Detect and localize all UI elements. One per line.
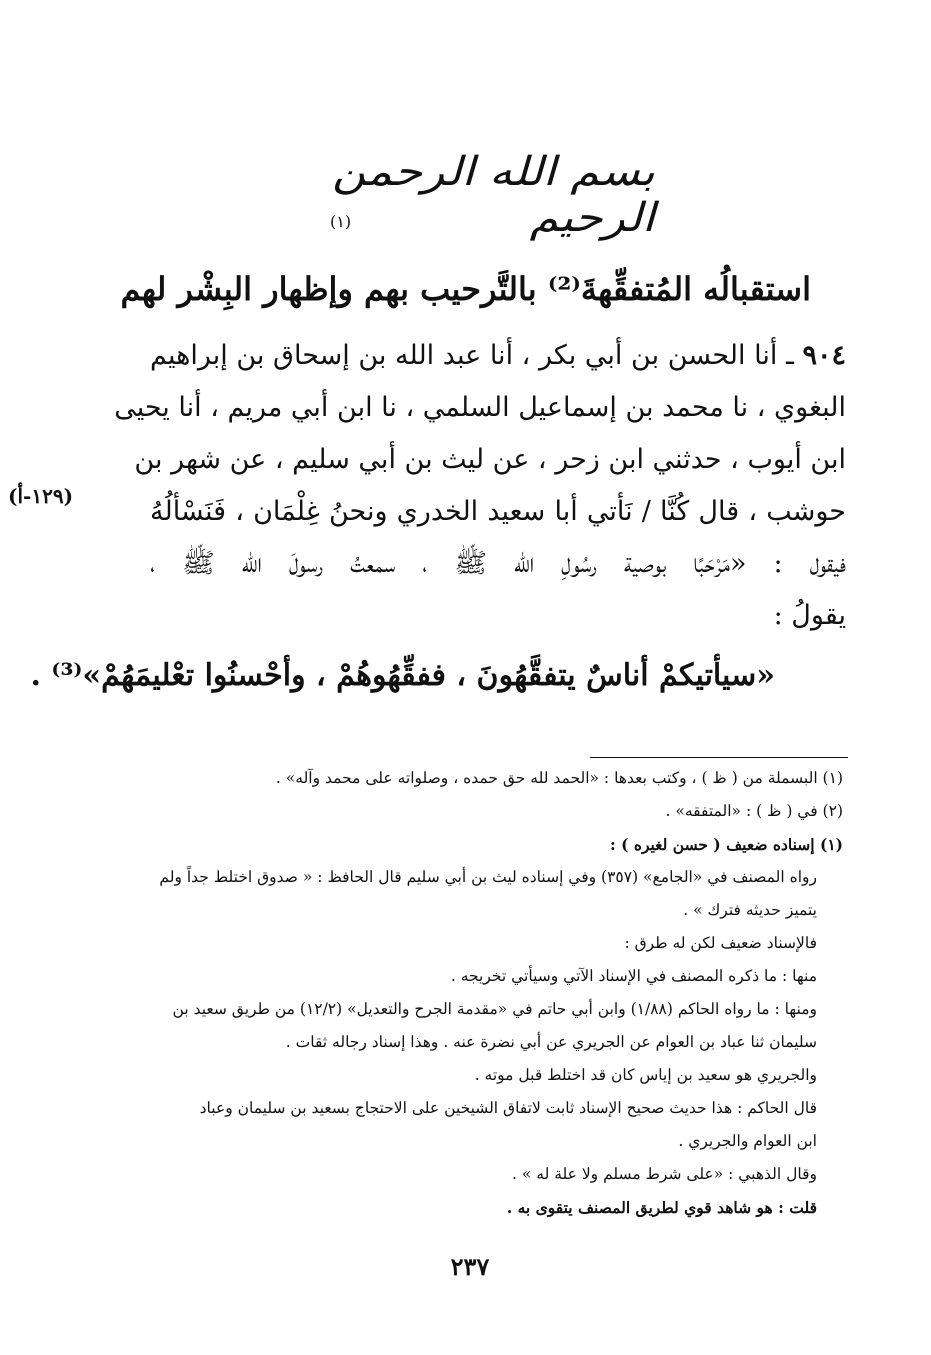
- footnote: والجريري هو سعيد بن إياس كان قد اختلط قبل موته .: [474, 1066, 817, 1084]
- hadith-line-1: [150, 330, 846, 382]
- basmala-footnote-marker: (١): [330, 212, 352, 231]
- hadith-line-6: يقولُ :: [773, 600, 846, 631]
- footnote: (١) إسناده ضعيف ( حسن لغيره ) :: [609, 835, 843, 854]
- footnote: (٢) في ( ظ ) : «المتفقه» .: [665, 802, 843, 820]
- footnote: سليمان ثنا عباد بن العوام عن الجريري عن أبي نضرة عنه . وهذا إسناد رجاله ثقات .: [285, 1033, 817, 1051]
- footnote: ومنها : ما رواه الحاكم (١/٨٨) وابن أبي حاتم في «مقدمة الجرح والتعديل» (١٢/٢) من طريق سعيد بن: [172, 1000, 817, 1018]
- page-number: ٢٣٧: [450, 1252, 490, 1281]
- footnote: ابن العوام والجريري .: [678, 1132, 817, 1150]
- hadith-line-5: فيقول : «مَرْحَبًا بوصية رسُولِ الله ﷺ ، سمعتُ رسولَ الله ﷺ ،: [150, 548, 846, 579]
- hadith-body: [114, 330, 846, 642]
- hadith-quote: «سيأتيكمْ أناسٌ يتفقَّهُونَ ، ففقِّهُوهُمْ ، وأحْسنُوا تعْليمَهُمْ»⁽³⁾ .: [30, 658, 775, 693]
- footnotes: [103, 762, 843, 1224]
- basmala-text: بسم الله الرحمن الرحيم: [332, 149, 655, 241]
- footnote: قلت : هو شاهد قوي لطريق المصنف يتقوى به .: [506, 1198, 817, 1217]
- hadith-line-text: ـ أنا الحسن بن أبي بكر ، أنا عبد الله بن إسحاق بن إبراهيم: [150, 340, 794, 371]
- footnote-divider: [590, 757, 848, 758]
- footnote: وقال الذهبي : «على شرط مسلم ولا علة له » .: [512, 1165, 817, 1183]
- hadith-line-4: حوشب ، قال كُنَّا / نَأتي أبا سعيد الخدري ونحنُ غِلْمَان ، فَنَسْألُهُ: [150, 496, 846, 527]
- chapter-title: استقبالُه المُتفقِّهةَ⁽²⁾ بالتَّرحيب بهم وإظهار البِشْر لهم: [120, 270, 811, 308]
- footnote: منها : ما ذكره المصنف في الإسناد الآتي وسيأتي تخريجه .: [450, 967, 817, 985]
- hadith-line-2: البغوي ، نا محمد بن إسماعيل السلمي ، نا ابن أبي مريم ، أنا يحيى: [114, 392, 846, 423]
- manuscript-folio-reference: (١٢٩-أ): [8, 484, 74, 508]
- footnote: رواه المصنف في «الجامع» (٣٥٧) وفي إسناده ليث بن أبي سليم قال الحافظ : « صدوق اختلط جداً ولم: [159, 868, 817, 886]
- footnote: قال الحاكم : هذا حديث صحيح الإسناد ثابت لاتفاق الشيخين على الاحتجاج بسعيد بن سليمان وعباد: [199, 1099, 817, 1117]
- footnote: فالإسناد ضعيف لكن له طرق :: [624, 934, 817, 952]
- hadith-line-3: ابن أيوب ، حدثني ابن زحر ، عن ليث بن أبي سليم ، عن شهر بن: [134, 444, 846, 475]
- footnote: يتميز حديثه فترك » .: [683, 901, 817, 919]
- hadith-number: ٩٠٤: [802, 340, 846, 371]
- footnote: (١) البسملة من ( ظ ) ، وكتب بعدها : «الحمد لله حق حمده ، وصلواته على محمد وآله» .: [275, 769, 843, 787]
